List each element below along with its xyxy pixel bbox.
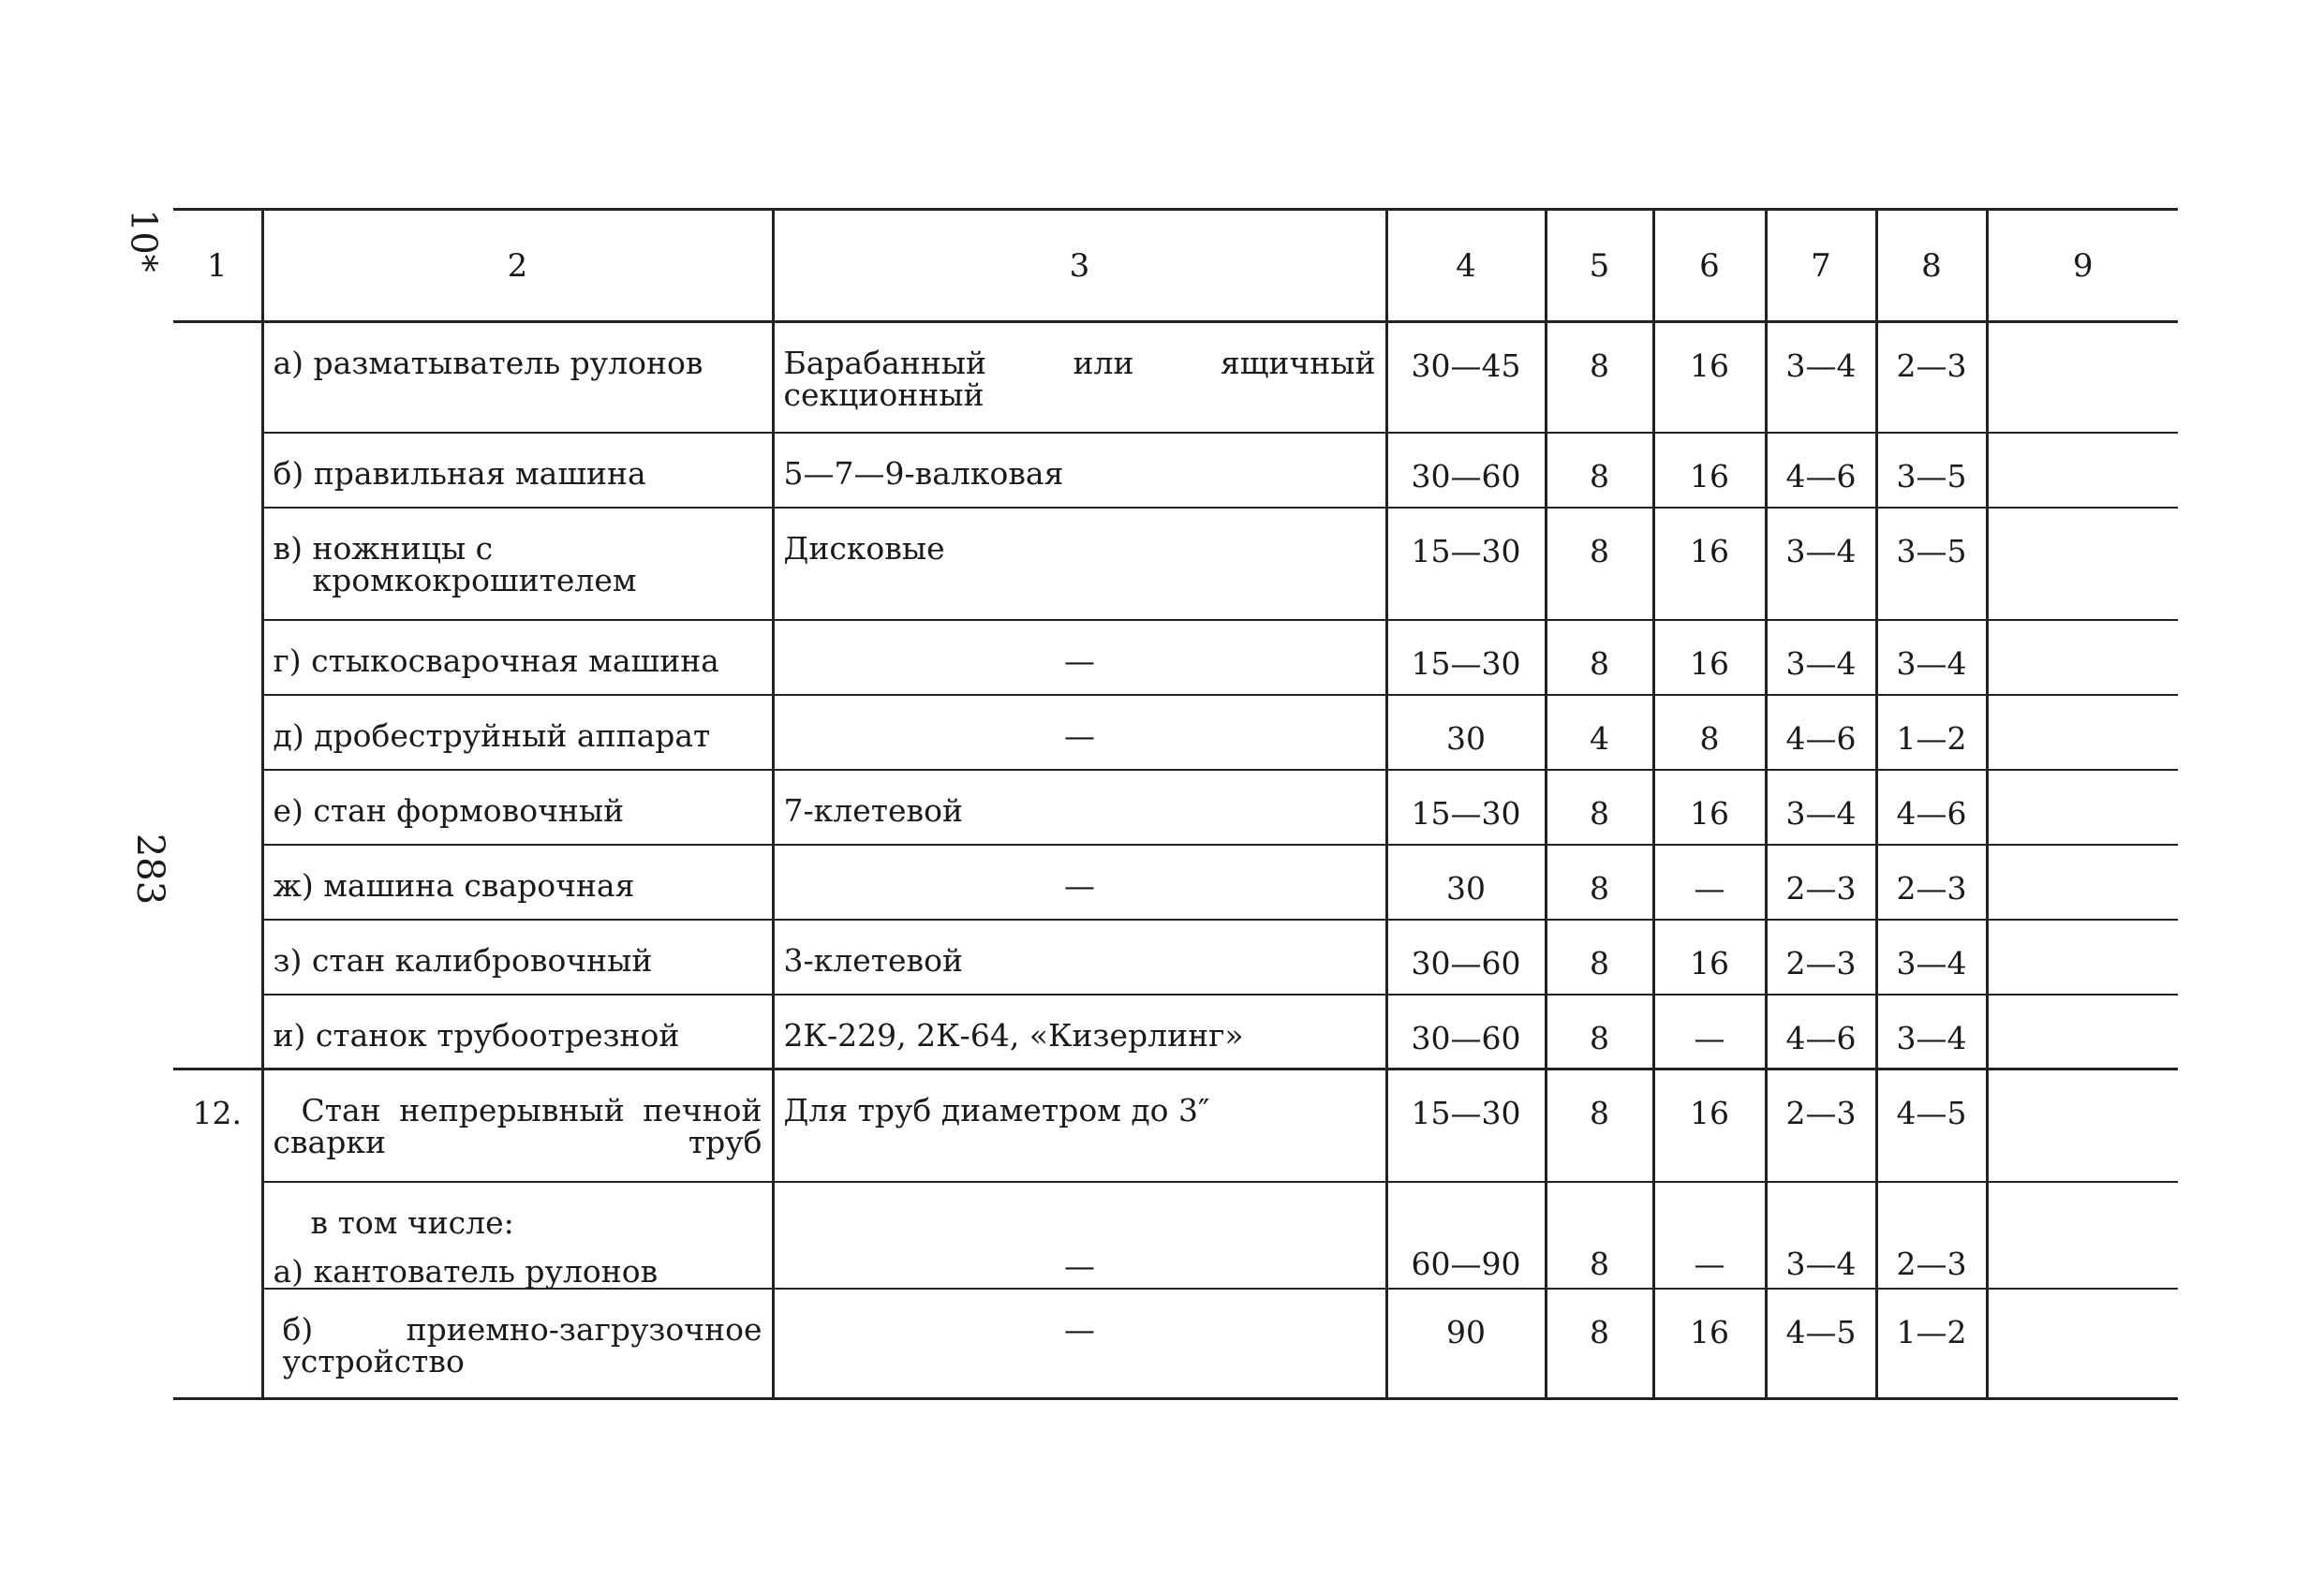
cell-col-6: 16 <box>1653 1069 1766 1182</box>
equipment-name <box>262 770 773 845</box>
cell-col-5: 8 <box>1546 433 1653 508</box>
cell-col-7: 4—5 <box>1766 1289 1876 1399</box>
cell-col-6: — <box>1653 995 1766 1069</box>
header-col-3: 3 <box>773 210 1386 322</box>
cell-col-5: 8 <box>1546 508 1653 620</box>
equipment-type: 2К-229, 2К-64, «Кизерлинг» <box>773 995 1386 1069</box>
equipment-type: 7-клетевой <box>773 770 1386 845</box>
cell-col-5: 8 <box>1546 845 1653 920</box>
table-row <box>173 995 2178 1069</box>
table-row <box>173 322 2178 433</box>
table-row <box>173 1069 2178 1182</box>
equipment-name <box>262 433 773 508</box>
cell-col-4: 30 <box>1386 845 1546 920</box>
equipment-name-text: д) дробеструйный аппарат <box>273 716 711 754</box>
cell-col-4: 15—30 <box>1386 620 1546 695</box>
cell-col-7: 2—3 <box>1766 845 1876 920</box>
cell-col-8: 4—5 <box>1876 1069 1987 1182</box>
cell-col-7: 3—4 <box>1766 1182 1876 1289</box>
row-number <box>173 433 262 508</box>
equipment-type: 3-клетевой <box>773 920 1386 995</box>
equipment-name-text: а) разматыватель рулонов <box>273 345 703 381</box>
cell-col-9 <box>1987 620 2178 695</box>
cell-col-8: 3—4 <box>1876 920 1987 995</box>
row-number <box>173 995 262 1069</box>
equipment-name <box>262 1289 773 1399</box>
cell-col-8: 1—2 <box>1876 695 1987 770</box>
equipment-type: Дисковые <box>773 508 1386 620</box>
cell-col-6: 16 <box>1653 1289 1766 1399</box>
equipment-name <box>262 508 773 620</box>
cell-col-8: 4—6 <box>1876 770 1987 845</box>
cell-col-8: 3—4 <box>1876 620 1987 695</box>
cell-col-5: 8 <box>1546 920 1653 995</box>
cell-col-6: — <box>1653 845 1766 920</box>
cell-col-8: 3—5 <box>1876 508 1987 620</box>
cell-col-9 <box>1987 920 2178 995</box>
equipment-type: — <box>773 620 1386 695</box>
equipment-name-text: Стан непрерывный печной сварки труб <box>273 1092 762 1160</box>
header-col-6: 6 <box>1653 210 1766 322</box>
cell-col-6: 16 <box>1653 322 1766 433</box>
cell-col-9 <box>1987 433 2178 508</box>
cell-col-9 <box>1987 845 2178 920</box>
row-number <box>173 508 262 620</box>
equipment-type <box>773 322 1386 433</box>
cell-col-7: 3—4 <box>1766 770 1876 845</box>
equipment-name <box>262 995 773 1069</box>
cell-col-6: 16 <box>1653 620 1766 695</box>
cell-col-9 <box>1987 995 2178 1069</box>
cell-col-4: 30—60 <box>1386 433 1546 508</box>
equipment-type: — <box>773 845 1386 920</box>
equipment-type: — <box>773 695 1386 770</box>
page-number: 283 <box>128 833 172 906</box>
equipment-name-text: з) стан калибровочный <box>273 941 653 979</box>
equipment-name <box>262 620 773 695</box>
cell-col-7: 4—6 <box>1766 995 1876 1069</box>
equipment-name-text: е) стан формовочный <box>273 791 625 829</box>
equipment-type-text: Барабанный или ящичный секционный <box>783 345 1376 413</box>
cell-col-6: 16 <box>1653 770 1766 845</box>
cell-col-7: 3—4 <box>1766 322 1876 433</box>
equipment-name <box>262 920 773 995</box>
cell-col-5: 8 <box>1546 1289 1653 1399</box>
cell-col-9 <box>1987 1069 2178 1182</box>
cell-col-8: 1—2 <box>1876 1289 1987 1399</box>
equipment-name-text: г) стыкосварочная машина <box>273 642 719 679</box>
table-row <box>173 508 2178 620</box>
equipment-name <box>262 695 773 770</box>
cell-col-4: 15—30 <box>1386 508 1546 620</box>
header-col-1: 1 <box>173 210 262 322</box>
cell-col-6: 16 <box>1653 433 1766 508</box>
equipment-name-text: б) правильная машина <box>273 454 646 492</box>
row-number <box>173 322 262 433</box>
cell-col-5: 8 <box>1546 1069 1653 1182</box>
cell-col-5: 4 <box>1546 695 1653 770</box>
cell-col-7: 2—3 <box>1766 920 1876 995</box>
cell-col-4: 30—60 <box>1386 995 1546 1069</box>
equipment-name-text: в) ножницы с кромкокрошителем <box>273 529 637 598</box>
cell-col-7: 3—4 <box>1766 620 1876 695</box>
equipment-name <box>262 1069 773 1182</box>
cell-col-6: 16 <box>1653 508 1766 620</box>
table-row <box>173 620 2178 695</box>
equipment-name-text: ж) машина сварочная <box>273 866 635 904</box>
row-number <box>173 1182 262 1289</box>
equipment-name-text: б) приемно-загрузочное устройство <box>282 1310 762 1379</box>
cell-col-4: 30—45 <box>1386 322 1546 433</box>
table-row <box>173 433 2178 508</box>
cell-col-6: — <box>1653 1182 1766 1289</box>
cell-col-9 <box>1987 770 2178 845</box>
cell-col-7: 4—6 <box>1766 695 1876 770</box>
cell-col-6: 8 <box>1653 695 1766 770</box>
table-row <box>173 1182 2178 1289</box>
equipment-table <box>173 208 2178 1400</box>
cell-col-7: 3—4 <box>1766 508 1876 620</box>
header-col-7: 7 <box>1766 210 1876 322</box>
row-number <box>173 920 262 995</box>
cell-col-7: 2—3 <box>1766 1069 1876 1182</box>
equipment-name <box>262 1182 773 1289</box>
cell-col-9 <box>1987 695 2178 770</box>
row-number <box>173 845 262 920</box>
header-col-4: 4 <box>1386 210 1546 322</box>
cell-col-4: 30 <box>1386 695 1546 770</box>
cell-col-4: 30—60 <box>1386 920 1546 995</box>
subitem-note: в том числе: <box>310 1203 514 1241</box>
cell-col-4: 90 <box>1386 1289 1546 1399</box>
equipment-type: Для труб диаметром до 3″ <box>773 1069 1386 1182</box>
cell-col-5: 8 <box>1546 1182 1653 1289</box>
equipment-type: 5—7—9-валковая <box>773 433 1386 508</box>
cell-col-9 <box>1987 1289 2178 1399</box>
cell-col-5: 8 <box>1546 770 1653 845</box>
cell-col-5: 8 <box>1546 322 1653 433</box>
cell-col-9 <box>1987 322 2178 433</box>
cell-col-4: 15—30 <box>1386 770 1546 845</box>
cell-col-5: 8 <box>1546 995 1653 1069</box>
header-col-9: 9 <box>1987 210 2178 322</box>
cell-col-4: 15—30 <box>1386 1069 1546 1182</box>
table-row <box>173 770 2178 845</box>
cell-col-8: 3—5 <box>1876 433 1987 508</box>
signature-mark: 10* <box>123 209 165 273</box>
row-number <box>173 695 262 770</box>
cell-col-5: 8 <box>1546 620 1653 695</box>
header-row <box>173 210 2178 322</box>
equipment-type: — <box>773 1289 1386 1399</box>
cell-col-7: 4—6 <box>1766 433 1876 508</box>
equipment-type: — <box>773 1182 1386 1289</box>
cell-col-8: 2—3 <box>1876 845 1987 920</box>
table-row <box>173 845 2178 920</box>
row-number <box>173 770 262 845</box>
table-row <box>173 920 2178 995</box>
cell-col-8: 3—4 <box>1876 995 1987 1069</box>
cell-col-4: 60—90 <box>1386 1182 1546 1289</box>
table-row <box>173 695 2178 770</box>
cell-col-9 <box>1987 1182 2178 1289</box>
cell-col-8: 2—3 <box>1876 1182 1987 1289</box>
cell-col-6: 16 <box>1653 920 1766 995</box>
equipment-name <box>262 322 773 433</box>
row-number: 12. <box>192 1095 242 1131</box>
table-row <box>173 1289 2178 1399</box>
row-number <box>173 620 262 695</box>
row-number <box>173 1289 262 1399</box>
equipment-name <box>262 845 773 920</box>
header-col-2: 2 <box>262 210 773 322</box>
equipment-name-text: и) станок трубоотрезной <box>273 1016 680 1054</box>
cell-col-9 <box>1987 508 2178 620</box>
header-col-8: 8 <box>1876 210 1987 322</box>
header-col-5: 5 <box>1546 210 1653 322</box>
cell-col-8: 2—3 <box>1876 322 1987 433</box>
equipment-name-text: а) кантователь рулонов <box>273 1252 659 1290</box>
